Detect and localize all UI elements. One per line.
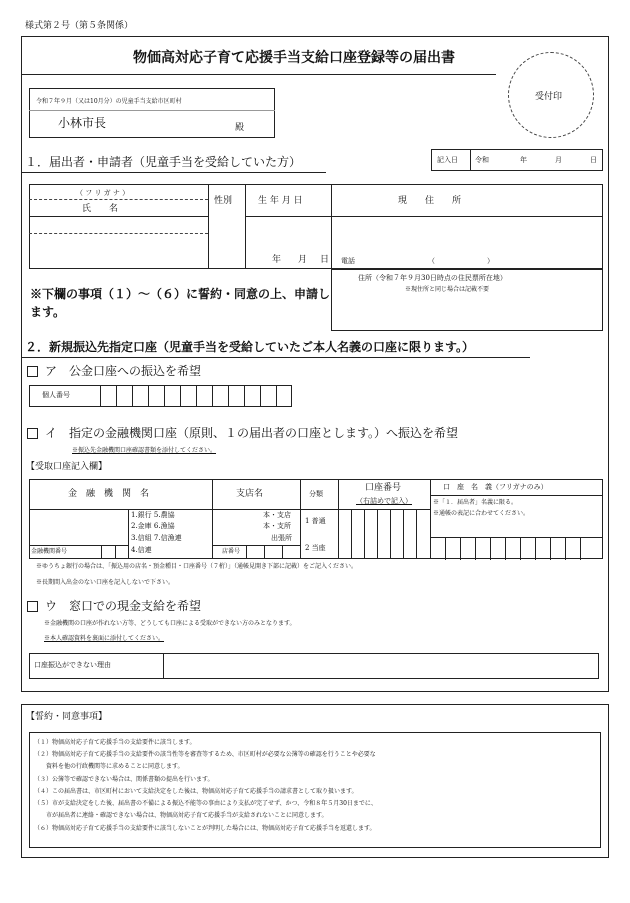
holder-note-1: ※「１．届出者」名義に限る。	[433, 499, 518, 506]
bank-code-label: 金融機関番号	[31, 548, 68, 555]
entry-date-sep	[470, 149, 471, 171]
acct-type-1: 1 普通	[305, 517, 326, 525]
yucho-note: ※ゆうちょ銀行の場合は、「振込用の店名・預金種目・口座番号（７桁）」（通帳見開き下部に記載）をご記入ください。	[36, 563, 358, 570]
branch-type-1: 本・支店	[263, 511, 291, 519]
entry-date-year: 年	[520, 156, 527, 164]
pledges-heading: 【誓約・同意事項】	[26, 712, 108, 722]
section1-underline	[21, 172, 326, 173]
holder-header-line	[430, 495, 603, 496]
entry-date-era: 令和	[475, 156, 489, 164]
branch-code-label: 店番号	[222, 548, 241, 555]
section2-heading: ２．新規振込先指定口座（児童手当を受給していたご本人名義の口座に限ります。）	[25, 340, 475, 354]
birth-month: 月	[298, 255, 308, 265]
option-a-checkbox[interactable]	[27, 366, 38, 377]
addressee-note: 令和７年９月（又は10月分）の児童手当支給市区町村	[36, 98, 182, 105]
section1-heading: １．届出者・申請者（児童手当を受給していた方）	[25, 155, 302, 169]
branch-type-2: 本・支所	[263, 522, 291, 530]
bank-type-4: 4.信連	[131, 546, 152, 554]
branch-header: 支店名	[236, 489, 264, 499]
type-header: 分類	[309, 490, 323, 498]
bank-code-line	[29, 545, 129, 546]
birth-label: 生 年 月 日	[258, 196, 303, 206]
pledge-item: 資料を他の行政機関等に求めることに同意します。	[34, 763, 184, 770]
reason-label: 口座振込ができない理由	[34, 661, 111, 669]
pledge-item: （２）物価高対応子育て応援手当の支給要件の該当性等を審査等するため、市区町村が必要な公簿等の確認を行うことや必要な	[34, 751, 376, 758]
header-row-line	[245, 216, 603, 217]
mynumber-label: 個人番号	[42, 391, 70, 399]
branch-code-boxes[interactable]	[246, 545, 300, 559]
option-u-checkbox[interactable]	[27, 601, 38, 612]
account-number-sub: （右詰めで記入）	[356, 497, 412, 505]
branch-type-3: 出張所	[271, 534, 292, 542]
bank-type-1: 1.銀行 5.農協	[131, 511, 175, 519]
receipt-stamp-label: 受付印	[535, 92, 563, 102]
pledge-item: （１）物価高対応子育て応援手当の支給要件に該当します。	[34, 739, 196, 746]
acct-type-2: 2 当座	[305, 544, 326, 552]
page-title: 物価高対応子育て応援手当支給口座登録等の届出書	[133, 50, 455, 66]
phone-open-paren: （	[428, 257, 435, 265]
mayor-name: 小林市長	[58, 116, 107, 130]
bank-type-3: 3.信組 7.信漁連	[131, 534, 182, 542]
receive-label: 【受取口座記入欄】	[26, 462, 108, 472]
entry-date-month: 月	[555, 156, 562, 164]
option-i-note: ※振込先金融機関口座確認書類を添付してください。	[72, 447, 217, 454]
address-label: 現 住 所	[398, 196, 462, 206]
option-u-note2: ※本人確認資料を裏面に添付してください。	[44, 635, 165, 642]
account-number-boxes[interactable]	[338, 509, 430, 559]
bank-type-2: 2.金庫 6.漁協	[131, 522, 175, 530]
section2-underline	[21, 357, 530, 358]
name-header-line	[29, 216, 208, 217]
option-i-label: イ 指定の金融機関口座（原則、１の届出者の口座とします。）へ振込を希望	[45, 426, 459, 440]
entry-date-label: 記入日	[437, 156, 458, 164]
furigana-line	[29, 199, 208, 200]
option-i-checkbox[interactable]	[27, 428, 38, 439]
phone-label: 電話	[341, 257, 355, 265]
bank-col2	[300, 479, 301, 559]
option-u-note1: ※金融機関の口座が作れない方等、どうしても口座による受取ができない方のみとなります。	[44, 620, 296, 627]
option-u-label: ウ 窓口での現金支給を希望	[45, 599, 202, 613]
birth-year: 年	[272, 255, 282, 265]
holder-name-boxes[interactable]	[430, 537, 603, 560]
form-id: 様式第２号（第５条関係）	[25, 21, 134, 31]
pledge-item: （４）この届出書は、市区町村において支給決定をした後は、物価高対応子育て応援手当の請求書として取り扱います。	[34, 788, 358, 795]
holder-header: 口 座 名 義（フリガナのみ）	[443, 483, 548, 491]
furigana-label: （ フ リ ガ ナ ）	[76, 189, 130, 197]
addressee-divider	[29, 110, 275, 111]
pledge-item: （６）物価高対応子育て応援手当の支給要件に該当しないことが判明した場合には、物価高対応子育て応援手当を返還します。	[34, 825, 376, 832]
address2-note: ※現住所と同じ場合は記載不要	[405, 286, 490, 293]
phone-close-paren: ）	[487, 257, 494, 265]
bank-name-header: 金 融 機 関 名	[68, 489, 150, 499]
gender-label: 性別	[214, 196, 233, 206]
holder-note-2: ※通帳の表記に合わせてください。	[433, 510, 530, 517]
dormant-note: ※長期間入出金のない口座を記入しないで下さい。	[36, 579, 175, 586]
account-number-header: 口座番号	[365, 483, 402, 493]
col-address-sep	[331, 184, 332, 269]
entry-date-day: 日	[590, 156, 597, 164]
name-furigana-line	[29, 233, 208, 234]
honorific: 殿	[235, 123, 245, 133]
pledge-item: （５）市が支給決定をした後、届出書の不備による振込不能等の事由により支払が完了せず、かつ、令和８年５月30日までに、	[34, 800, 377, 807]
pledge-item: 市が届出者に連絡・確認できない場合は、物価高対応子育て応援手当が支給されないことに同意します。	[34, 812, 328, 819]
address2-label: 住所（令和７年９月30日時点の住民票所在地）	[358, 274, 507, 282]
reason-box[interactable]	[29, 653, 599, 679]
bank-col1	[212, 479, 213, 559]
option-a-label: ア 公金口座への振込を希望	[45, 364, 202, 378]
reason-sep	[163, 653, 164, 679]
col-birth-sep	[245, 184, 246, 269]
title-divider	[21, 74, 496, 75]
pledge-item: （３）公簿等で確認できない場合は、関係書類の提出を行います。	[34, 776, 214, 783]
birth-day: 日	[320, 255, 330, 265]
pledge-text: ※下欄の事項（１）～（６）に誓約・同意の上、申請します。	[30, 287, 331, 319]
col-gender-sep	[208, 184, 209, 269]
name-label: 氏 名	[82, 204, 119, 214]
